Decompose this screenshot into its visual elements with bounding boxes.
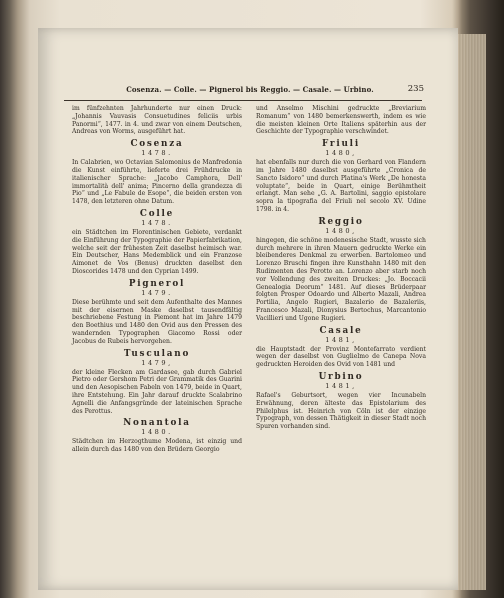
entry-pignerol: [72, 279, 242, 346]
entry-text: Städtchen im Herzogthume Modena, ist einzig und allein durch das 1480 von den Brüdern Georgio: [72, 438, 242, 454]
left-intro-text: im fünfzehnten Jahrhunderte nur einen Druck: „Johannis Vauvasis Consuetudines feliciis urbis Panormi“, 1477. in 4. und zwar von einem Deutschen, Andreas von Worms, ausgeführt hat.: [72, 105, 242, 136]
entry-reggio: [256, 217, 426, 323]
entry-text: hat ebenfalls nur durch die von Gerhard von Flandern im Jahre 1480 daselbst ausgeführte „Cronica de Sancto Isidoro“ und durch Platina's Werk „De honesta voluptate“, beide in Quart, einige Berühmtheit erlangt. Man sehe „G. A. Bartolini, saggio epistolare sopra la tipografia del Friuli nel secolo XV. Udine 1798. in 4.: [256, 159, 426, 213]
entry-year: 1481,: [325, 335, 357, 344]
entry-year: 1479.: [141, 288, 173, 297]
entry-title: Colle: [139, 208, 175, 219]
entry-colle: [72, 209, 242, 276]
entry-tusculano: [72, 349, 242, 416]
entry-year: 1478.: [141, 149, 173, 158]
entry-year: 1480.: [141, 428, 173, 437]
entry-text: In Calabrien, wo Octavian Salomonius de Manfredonia die Kunst einführte, lieferte drei Frühdrucke in italienischer Sprache: „Jacobo Camphora, Dell' immortalità dell' anima; Pincerno della grandezza di Pio“ und „Le Fabule de Esope“, die beiden ersten von 1478, den letzteren ohne Datum.: [72, 159, 242, 206]
entry-title: Pignerol: [128, 278, 186, 289]
left-column: [72, 105, 242, 454]
entry-year: 1480,: [325, 149, 357, 158]
entry-nonantola: [72, 418, 242, 454]
entry-year: 1478.: [141, 218, 173, 227]
entry-title: Nonantola: [123, 418, 191, 429]
page-number: 235: [407, 84, 424, 94]
entry-text: der kleine Flecken am Gardasee, gab durch Gabriel Pietro oder Gershom Petri der Grammatik des Guarini und den Aesopischen Fabeln von 1479, beide in Quart, ihre Entstehung. Ein Jahr darauf druckte Scalabrino Agnelli die Anfangsgründe der lateinischen Sprache des Perottus.: [72, 368, 242, 415]
entry-text: hingegen, die schöne modenesische Stadt, wusste sich durch mehrere in ihren Mauern gedruckte Werke ein bleibenderes Denkmal zu erwerben. Bartolomeo und Lorenzo Bruschi fingen ihre Kunsthahn 1480 mit den Rudimenten des Perotto an. Lorenzo aber starb noch vor Vollendung des zweiten Druckes: „Jo. Boccacii Genealogia Deorum“ 1481. Auf dieses Brüderpaar folgten Prosper Odoardo und Alberto Mazali, Andrea Portilia, Angelo Rugieri, Bazalerio de Bazaleriis, Francesco Mazali, Dionysius Bertochus, Marcantonio Vacillieri und Ugone Rugieri.: [256, 236, 426, 322]
running-head: Cosenza. — Colle. — Pignerol bis Reggio. — Casale. — Urbino.: [126, 85, 374, 94]
entry-cosenza: [72, 139, 242, 206]
entry-text: ein Städtchen im Florentinischen Gebiete, verdankt die Einführung der Typographie der Papierfabrikation, welche seit der frühesten Zeit daselbst heimisch war. Ein Deutscher, Hans Medemblick und ein Franzose Aimonet de Vos (Benus) druckten daselbst den Dioscorides 1478 und den Cyprian 1499.: [72, 228, 242, 275]
entry-title: Cosenza: [130, 139, 184, 150]
entry-title: Friuli: [322, 139, 360, 150]
entry-title: Reggio: [318, 216, 364, 227]
entry-urbino: [256, 372, 426, 431]
right-column: [256, 105, 426, 431]
entry-year: 1481,: [325, 381, 357, 390]
entry-title: Casale: [319, 325, 363, 336]
entry-year: 1480,: [325, 226, 357, 235]
header-rule: [64, 100, 422, 101]
entry-text: die Hauptstadt der Provinz Montefarrato verdient wegen der daselbst von Guglielmo de Canepa Nova gedruckten Heroiden des Ovid von 1481 und: [256, 345, 426, 369]
entry-friuli: [256, 139, 426, 214]
entry-text: Rafael's Geburtsort, wegen vier Incunabeln Erwähnung, deren älteste das Epistolarium des Philelphus ist. Heinrich von Cöln ist der einzige Typograph, von dessen Thätigkeit in dieser Stadt noch Spuren vorhanden sind.: [256, 391, 426, 431]
entry-title: Urbino: [318, 371, 364, 382]
right-intro-text: und Anselmo Mischini gedruckte „Breviarium Romanum“ von 1480 bemerkenswerth, indem es wie die meisten kleinen Orte Italiens späterhin aus der Geschichte der Typographie verschwindet.: [256, 105, 426, 136]
entry-title: Tusculano: [123, 348, 191, 359]
entry-casale: [256, 326, 426, 369]
entry-text: Diese berühmte und seit dem Aufenthalte des Mannes mit der eisernen Maske daselbst tausendfältig beschriebene Festung in Piemont hat im Jahre 1479 den Boethius und 1480 den Ovid aus den Pressen des wandernden Typographen Giacomo Rossi oder Jacobus de Rubeis hervorgehen.: [72, 298, 242, 345]
entry-year: 1479,: [141, 358, 173, 367]
